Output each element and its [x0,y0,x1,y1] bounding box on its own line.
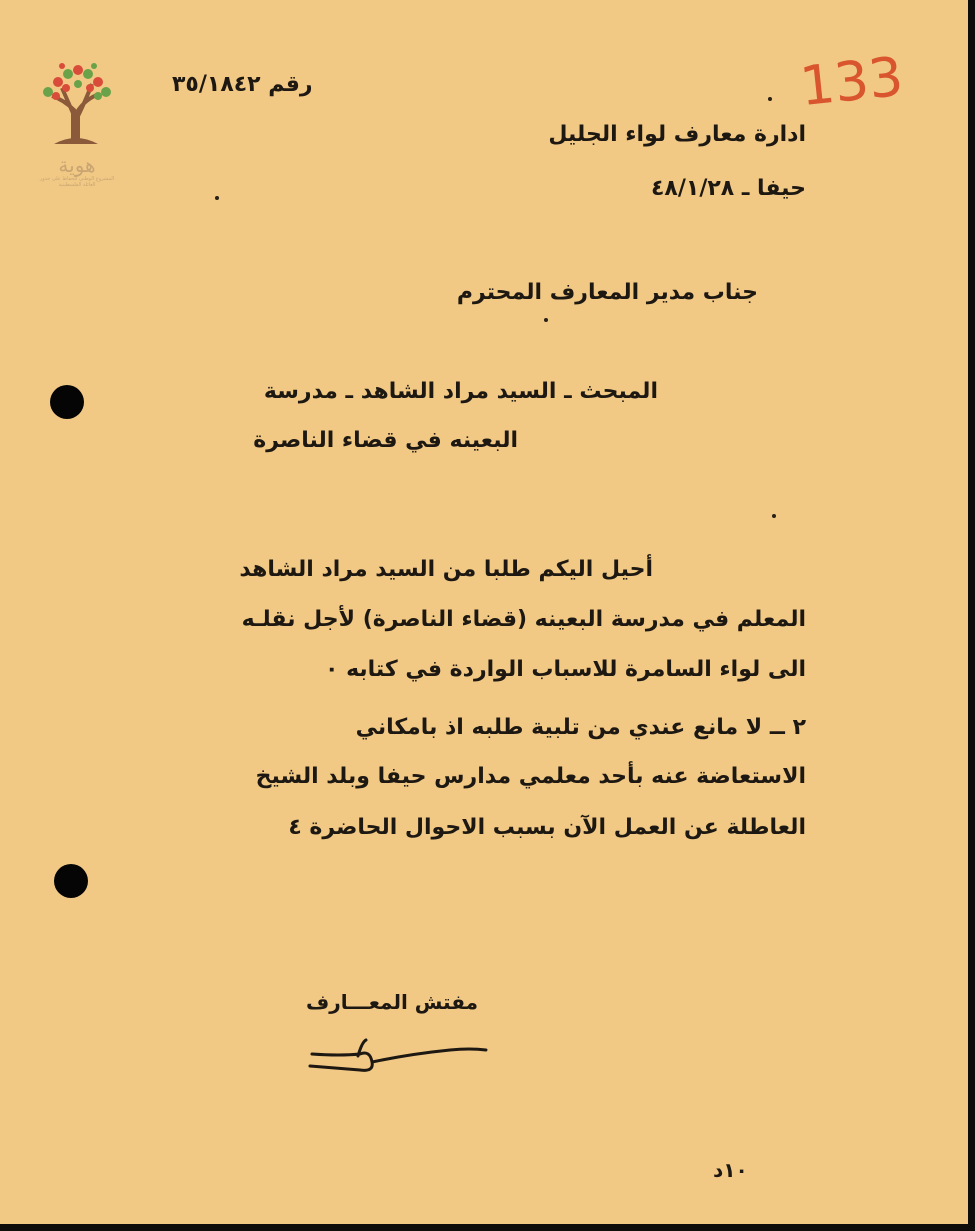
punch-hole-bottom [54,864,88,898]
logo-name: هوية [58,153,96,177]
body-line: المعلم في مدرسة البعينه (قضاء الناصرة) لأجل نقلـه [241,607,806,632]
reference-number: رقم ٣٥/١٨٤٢ [172,72,313,97]
page-number: 133 [796,44,907,119]
logo-text [34,154,120,188]
signature-title: مفتش المعـــارف [305,990,478,1014]
body-line: الاستعاضة عنه بأحد معلمي مدارس حيفا وبلد الشيخ [255,764,806,789]
punch-hole-top [50,385,84,419]
issuer: ادارة معارف لواء الجليل [548,122,806,147]
signature-mark [300,1032,500,1082]
body-line: الى لواء السامرة للاسباب الواردة في كتابه ٠ [324,657,806,682]
body-line: العاطلة عن العمل الآن بسبب الاحوال الحاضرة ٤ [288,815,806,840]
place-date: حيفا ـ ٤٨/١/٢٨ [651,176,806,201]
archive-logo [34,52,120,210]
speck [544,318,548,322]
logo-subtitle: المشروع الوطني للحفاظ على جذور العائلة الفلسطينية [39,176,115,188]
addressee: جناب مدير المعارف المحترم [456,280,758,305]
speck [772,514,776,518]
speck [768,97,772,101]
tree-icon [34,52,120,152]
body-line: ٢ ــ لا مانع عندي من تلبية طلبه اذ بامكاني [355,715,806,740]
speck [215,196,219,200]
body-line: أحيل اليكم طلبا من السيد مراد الشاهد [239,557,653,582]
subject-line-2: البعينه في قضاء الناصرة [253,428,518,453]
footer-code: ١٠د [713,1158,748,1182]
subject-line-1: المبحث ـ السيد مراد الشاهد ـ مدرسة [263,379,658,404]
